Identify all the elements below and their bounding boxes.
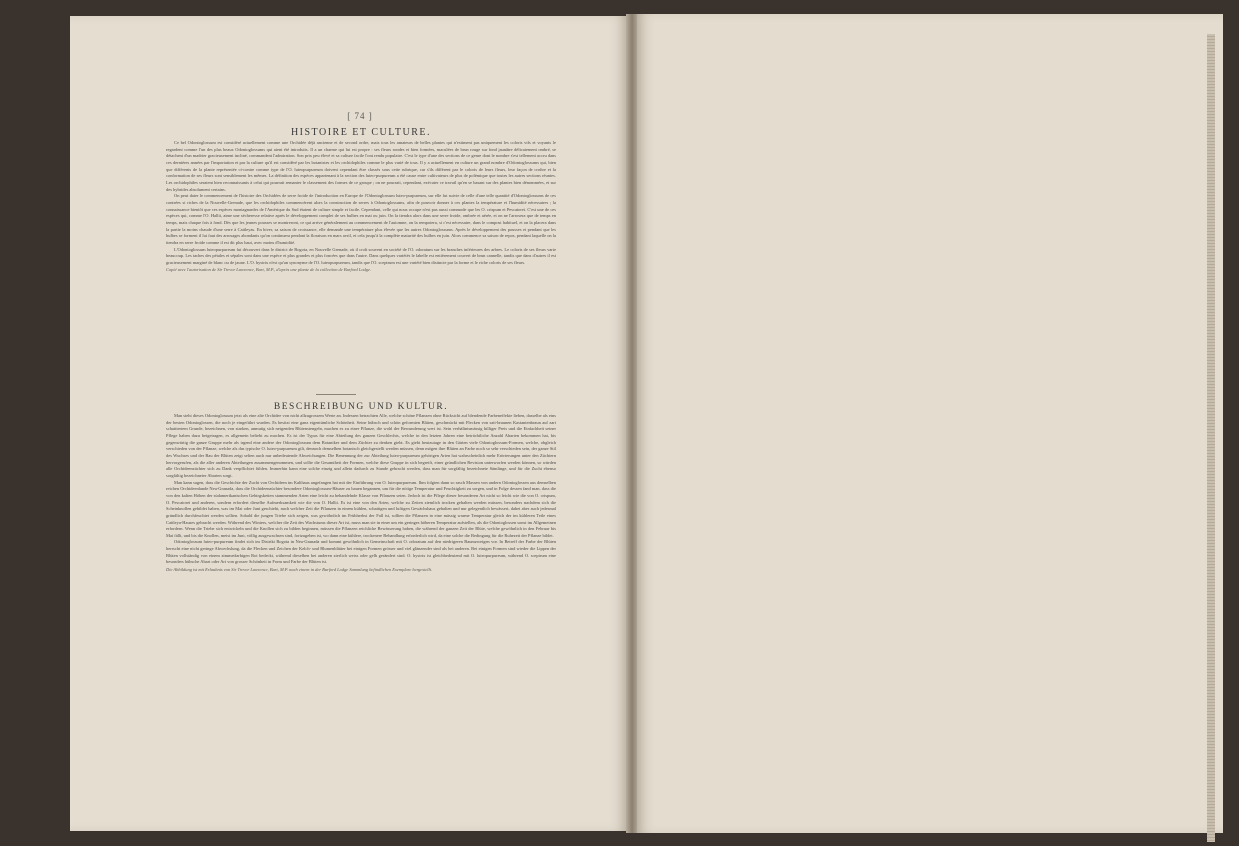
german-text [166, 413, 556, 805]
french-paragraph: L'Odontoglossum luteopurpureum fut découvert dans le district de Bogota, en Nouvelle Grenade, où il croît souvent en société de l'O. odoratum sur les branches inférieures des arbres. Le coloris de ses fleurs varie beaucoup. Les taches des pétales et sépales sont dans une espèce et plus grandes et plus foncées que dans l'autre. Dans quelques variétés le labelle est entièrement couvert de brun cannelle, tandis que dans d'autres il est gracieusement marginé de blanc ou de jaune. L'O. hystrix n'est qu'un synonyme de l'O. luteopurpureum, tandis que l'O. sceptrum est une variété bien distincte par la forme et le riche coloris de ses fleurs. [166, 246, 556, 265]
french-caption: Copié avec l'autorisation de Sir Trevor Lawrence, Bart, M.P., d'après une plante de la collection de Burford Lodge. [166, 267, 372, 273]
page-edges [1207, 34, 1215, 842]
page-number: [ 74 ] [347, 111, 373, 121]
french-paragraph: On peut dater le commencement de l'histoire des Orchidées de serre froide de l'introduction en Europe de l'Odontoglossum luteo-purpureum, sur elle fut suivie de celle d'une telle quantité d'Odontoglossums de ces contrées si riches de la Nouvelle-Grenade, que les orchidophiles commencèrent alors la construction de serres à Odontoglossums, afin de pouvoir donner à ces plantes la température et l'humidité nécessaires ; la connaissance bientôt que ces espèces montagnardes de l'Amérique du Sud étaient de culture simple et facile. Cependant, celle qui nous occupe n'est pas aussi commode que les O. crispum et Pescatorei. C'est une de ces espèces qui, comme l'O. Hallii, aime une sécheresse relative après le développement complet de ses bulbes en mai ou juin. On la tiendra alors dans une serre froide, ombrée et aérée, et on ne l'arrosera que de temps en temps, mais chaque fois à fond. Dès que les jeunes pousses se montreront, ce qui arrive généralement au commencement de l'automne, on la rempotera, si c'est nécessaire, dans le compost habituel, et on la placera dans la partie la moins chaude d'une serre à Cattleyas. En hiver, sa saison de croissance, elle demande une température plus élevée que les autres Odontoglossums. Après le développement des pousses et pendant que les bulbes se forment il lui faut des arrosages abondants qu'on continuera pendant la floraison en mars avril, et cela jusqu'à la complète maturité des bulbes en juin. Alors commence sa saison de repos, pendant laquelle on la tiendra en serre froide comme il est dit plus haut, avec moins d'humidité. [166, 193, 556, 245]
german-paragraph: Odontoglossum luteo-purpureum findet sich im Distrikt Bogota in Neu-Granada und kommt gewöhnlich in Gemeinschaft mit O. odoratum auf den niedrigeren Baumzweigen vor. In Betreff der Farbe der Blüten herrscht eine nicht geringe Abwechslung, da die Flecken und Zeichen der Kelch- und Blumenblätter bei einigen Formen grösser und viel glänzender sind als bei anderen. Bei einigen Formen sind wieder die Lippen der Blüten vollständig von einem zimmetfarbigen Rot bedeckt, während dieselben bei anderen zierlich weiss oder gelb gerändert sind. O. hystrix ist gleichbedeutend mit O. luteopurpureum, während O. sceptrum eine besonders hübsche Abart oder Art von grosser Schönheit in Form und Farbe der Blüten ist. [166, 539, 556, 565]
german-paragraph: Man sieht dieses Odontoglossum jetzt als eine alte Orchidee von nicht allzugrossem Werte an. Indessen betrachten Alle, welche schöne Pflanzen ohne Rücksicht auf blendende Farbeneffekte lieben, dasselbe als eins der besten Odontoglossen, die noch je eingeführt wurden. Es besitzt eine ganz eigentümliche Schönheit. Seine hübsch und schön geformten Blüten, geschmückt mit Flecken von satt-braunen Kastanienbraun auf zart schattiertem Grunde, bezeichnen, von starken, anmutig sich neigenden Blütenstengeln, machen es zu einer Pflanze, die wohl der Bewunderung wert ist. Sein verhältnismässig billiger Preis und die Einfachheit seiner Pflege haben dazu beigetragen, es allgemein beliebt zu machen. Es ist der Typus für eine Abteilung des ganzen Geschlechts, welche in den letzten Jahren eine beträchtliche Anzahl Abarten bekommen hat, bis gegenwärtig die ganze Gruppe mehr als irgend eine andere der Odontoglossum dem Botaniker und dem Züchter zu denken giebt. Es giebt heutzutage in den Gärten viele Odontoglossum-Formen, welche, obgleich verschieden von der Pflanze, welche als das typische O. luteo-purpureum gilt, dennoch demselben botanisch gleichgestellt werden müssen, denn mögen ihre Blüten an Farbe noch so sehr verschieden sein, der ganze Stil des Wuchses und der Bau der Blüten zeigt selten auch nur unbedeutende Abweichungen. Die Benennung der zur Abteilung luteo-purpureum gehörigen Arten hat wahrscheinlich mehr Erörterungen unter den Züchtern hervorgerufen, als die aller anderen Abteilungen zusammengenommen, und sollte die Gesamtheit der Formen, welche diese Gruppe in sich begreift, einer gründlichen Revision unterworfen werden können, so würden alle Orchideenzüchter sich zu Dank verpflichtet fühlen. Immerhin kann eine solche einzig und allein dadurch zu Stande gebracht werden, dass man für sorgfältig bezeichnete Sämlinge, und für die Zucht ebenso sorgfältig bezeichneter Abarten sorgt. [166, 413, 556, 478]
german-caption: Die Abbildung ist mit Erlaubnis von Sir Trevor Lawrence, Bart, M.P. nach einem in der Burford Lodge Sammlung befindlichen Exemplare hergestellt. [166, 567, 433, 573]
german-paragraph: Man kann sagen, dass die Geschichte der Zucht von Orchideen im Kalthaus angefangen hat mit der Einführung von O. luteopurpureum. Ihm folgten dann so rasch Massen von andern Odontoglossen aus demselben reichen Orchideenlande Neu-Granada, dass die Orchideenzüchter besondere Odontoglossum-Häuser zu bauen begannen, um für die nötige Temperatur und Feuchtigkeit zu sorgen, und in Folge dessen fand man, dass die von den kalten Höhen der südamerikanischen Gebirgsketten stammenden Arten eine leicht zu behandelnde Klasse von Pflanzen seien. Jedoch ist die Pflege dieser besonderen Art nicht so leicht wie die von O. crispum, O. Pescatorei und anderen, sondern erfordert dieselbe Aufmerksamkeit wie die von O. Hallii. Es ist eine von den Arten, welche zu Zeiten ziemlich trocken gehalten werden müssen, besonders nachdem sich die Scheinknollen gebildet haben, was im Mai oder Juni geschieht, nach welcher Zeit die Pflanzen in einem kühlen, schattigen und luftigen Gewächshaus gehalten und nur gelegentlich bewässert, dabei aber auch jedesmal gründlich durchfeuchtet werden sollten. Sobald die jungen Triebe sich zeigen, was gewöhnlich im Frühherbst der Fall ist, sollten die Pflanzen in eine mässig warme Temperatur gleich der im kühleren Teile eines Cattleya-Hauses gebracht werden. Während des Winters, welcher die Zeit des Wachstums dieser Art ist, muss man sie in einer um ein geringes höheren Temperatur aufstellen, als die Odontoglossen sonst im Allgemeinen erfordern. Wenn die Triebe sich entwickeln und die Knollen sich zu bilden beginnen, müssen die Pflanzen reichliche Bewässerung haben, die während der ganzen Zeit der Blüte, welche gewöhnlich in den Februar bis Mai fällt, und bis die Knollen, meist im Juni, völlig ausgewachsen sind, fortzugeben ist, wo dann eine kühlere, trockenere Behandlung erforderlich wird, da eine solche die Bedingung für die Ruhezeit der Pflanze bildet. [166, 479, 556, 538]
right-page [637, 14, 1223, 833]
french-paragraph: Ce bel Odontoglossum est considéré actuellement comme une Orchidée déjà ancienne et de second ordre, mais tous les amateurs de belles plantes qui n'estiment pas uniquement les coloris vifs et voyants le regardent comme l'un des plus beaux Odontoglossums qui aient été introduits. Il a un charme qui lui est propre : ses fleurs rondes et bien formées, maculées de brun rouge sur fond jaunâtre délicatement ombré, se détachent d'un madrier gracieusement incliné, commandent l'admiration. Son prix peu élevé et sa culture facile l'ont rendu populaire. C'est le type d'une des sections de ce genre dont le nombre s'est tellement accru dans ces dernières années par l'importation et par la culture qu'il est considéré par les botanistes et les orchidophiles comme le plus varié de tous. Il y a actuellement en culture un grand nombre d'Odontoglossums qui, bien que différents de la plante représentée ci-contre comme type de l'O. luteopurpureum doivent cependant être classés sous cette rubrique, car s'ils diffèrent par le coloris de leurs fleurs, leur façon de croître et la conformation de ses fleurs sont sensiblement les mêmes. La définition des espèces appartenant à la section des luteo-purpureum a été cause entre cultivateurs de plus de polémique que toutes les autres sections réunies. Les orchidophiles seraient bien reconnaissants à celui qui pourrait remanier le classement des formes de ce groupe ; on ne pourrait, cependant, exécuter ce travail qu'en se basant sur des plantes bien dénommées, et sur des hybrides absolument certains. [166, 140, 556, 192]
french-heading: HISTOIRE ET CULTURE. [290, 127, 432, 138]
section-divider [316, 394, 356, 395]
german-heading: BESCHREIBUNG UND KULTUR. [273, 402, 449, 412]
french-text [166, 140, 556, 386]
